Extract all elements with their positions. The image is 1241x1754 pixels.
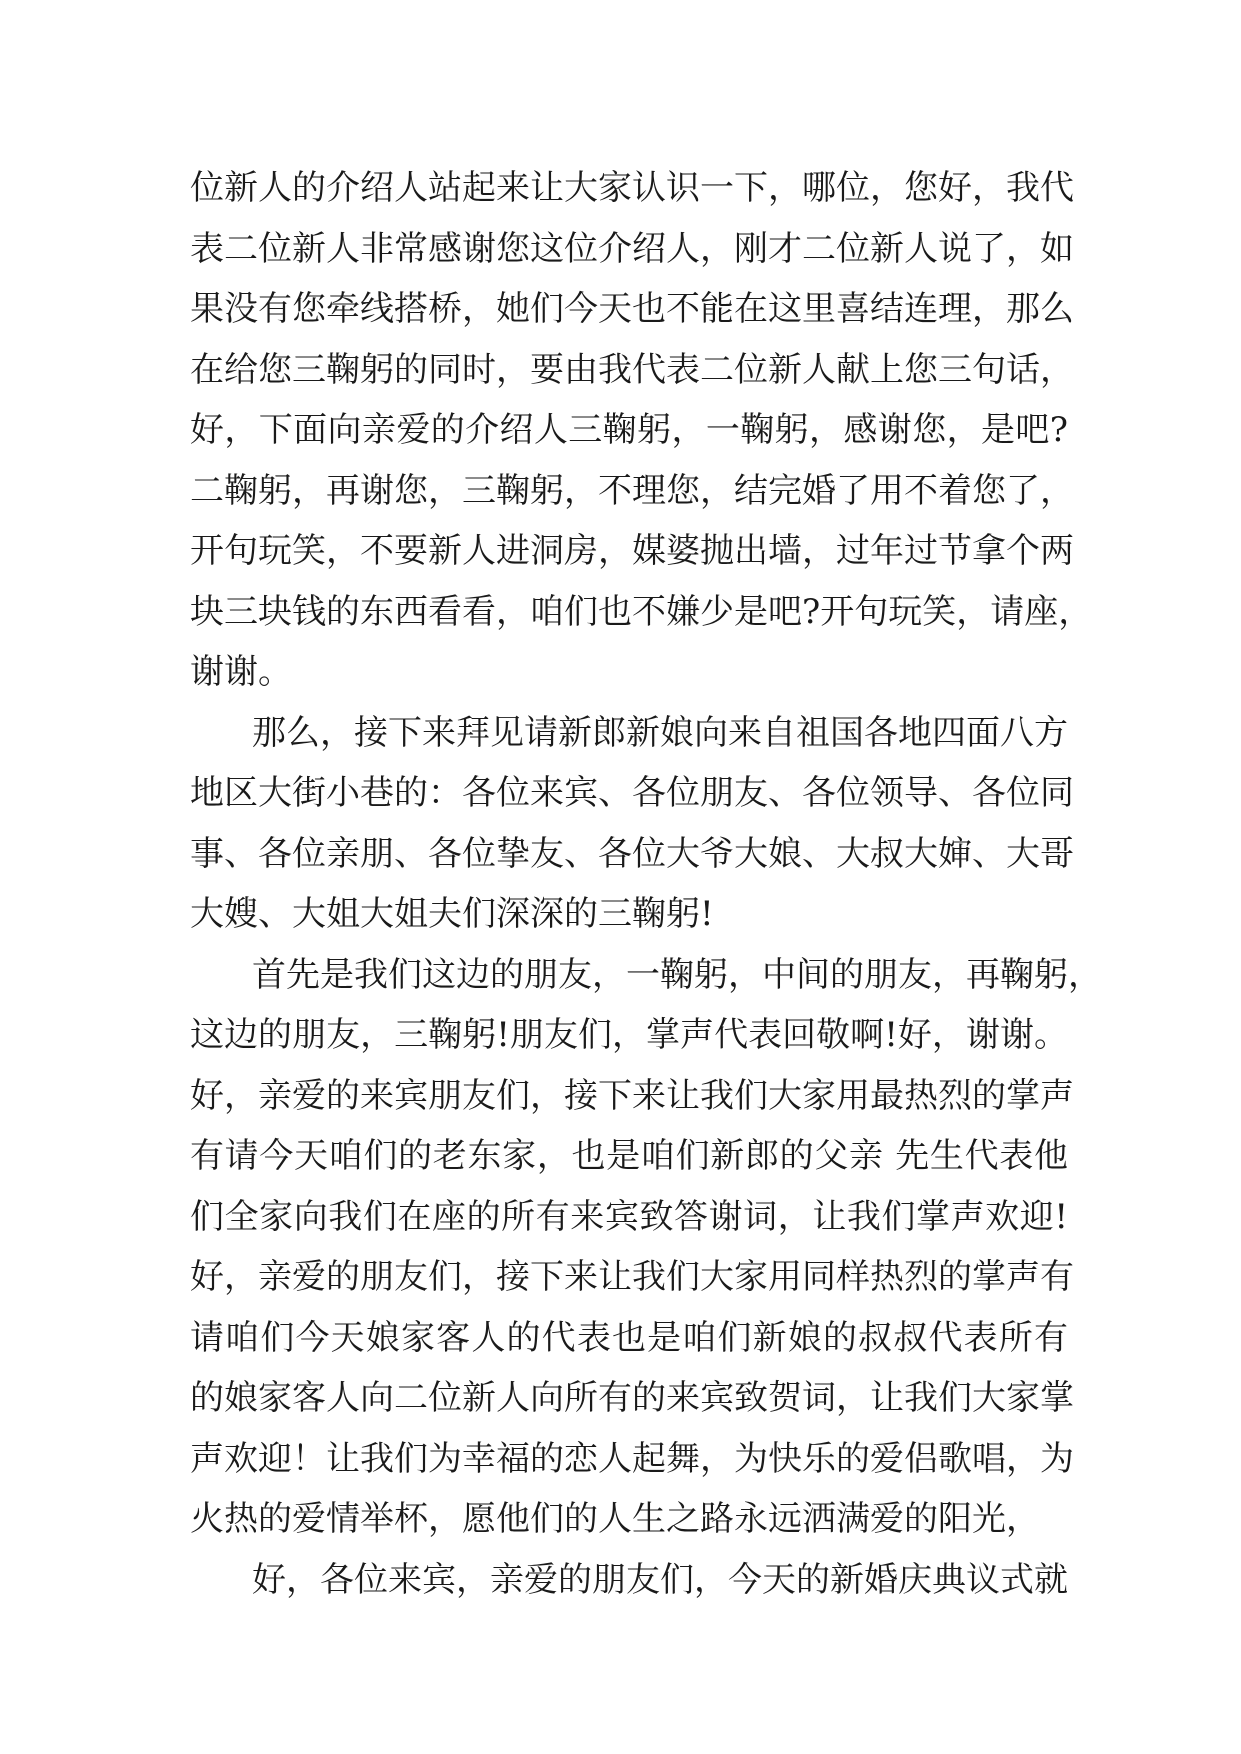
text-line: 位新人的介绍人站起来让大家认识一下，哪位，您好，我代	[190, 168, 1074, 208]
text-line: 有请今天咱们的老东家，也是咱们新郎的父亲 先生代表他	[190, 1136, 1068, 1176]
text-line: 谢谢。	[190, 652, 292, 692]
text-line: 果没有您牵线搭桥，她们今天也不能在这里喜结连理，那么	[190, 289, 1074, 329]
text-line: 大嫂、大姐大姐夫们深深的三鞠躬!	[190, 894, 714, 934]
text-line: 好，亲爱的来宾朋友们，接下来让我们大家用最热烈的掌声	[190, 1075, 1074, 1116]
document-page	[190, 158, 1102, 1610]
text-line: 这边的朋友，三鞠躬!朋友们，掌声代表回敬啊!好，谢谢。	[190, 1015, 1068, 1055]
text-line: 好，亲爱的朋友们，接下来让我们大家用同样热烈的掌声有	[190, 1257, 1074, 1297]
text-line: 声欢迎！让我们为幸福的恋人起舞，为快乐的爱侣歌唱，为	[190, 1438, 1074, 1479]
text-line: 地区大街小巷的：各位来宾、各位朋友、各位领导、各位同	[190, 773, 1074, 813]
text-line: 块三块钱的东西看看，咱们也不嫌少是吧?开句玩笑，请座，	[190, 591, 1093, 632]
text-line: 开句玩笑，不要新人进洞房，媒婆抛出墙，过年过节拿个两	[190, 531, 1074, 571]
text-line: 好，下面向亲爱的介绍人三鞠躬，一鞠躬，感谢您，是吧?	[190, 410, 1068, 450]
text-line: 事、各位亲朋、各位挚友、各位大爷大娘、大叔大婶、大哥	[190, 833, 1074, 874]
text-line: 首先是我们这边的朋友，一鞠躬，中间的朋友，再鞠躬，	[252, 954, 1102, 995]
text-line: 火热的爱情举杯，愿他们的人生之路永远洒满爱的阳光，	[190, 1499, 1040, 1539]
document-body	[190, 158, 1102, 1610]
text-line: 请咱们今天娘家客人的代表也是咱们新娘的叔叔代表所有	[190, 1317, 1068, 1358]
text-line: 那么，接下来拜见请新郎新娘向来自祖国各地四面八方	[252, 712, 1068, 753]
text-line: 们全家向我们在座的所有来宾致答谢词，让我们掌声欢迎!	[190, 1196, 1068, 1237]
text-line: 表二位新人非常感谢您这位介绍人，刚才二位新人说了，如	[190, 228, 1074, 269]
text-line: 好，各位来宾，亲爱的朋友们，今天的新婚庆典议式就	[252, 1559, 1068, 1600]
text-line: 二鞠躬，再谢您，三鞠躬，不理您，结完婚了用不着您了，	[190, 470, 1074, 511]
text-line: 在给您三鞠躬的同时，要由我代表二位新人献上您三句话，	[190, 349, 1074, 390]
text-line: 的娘家客人向二位新人向所有的来宾致贺词，让我们大家掌	[190, 1378, 1074, 1418]
